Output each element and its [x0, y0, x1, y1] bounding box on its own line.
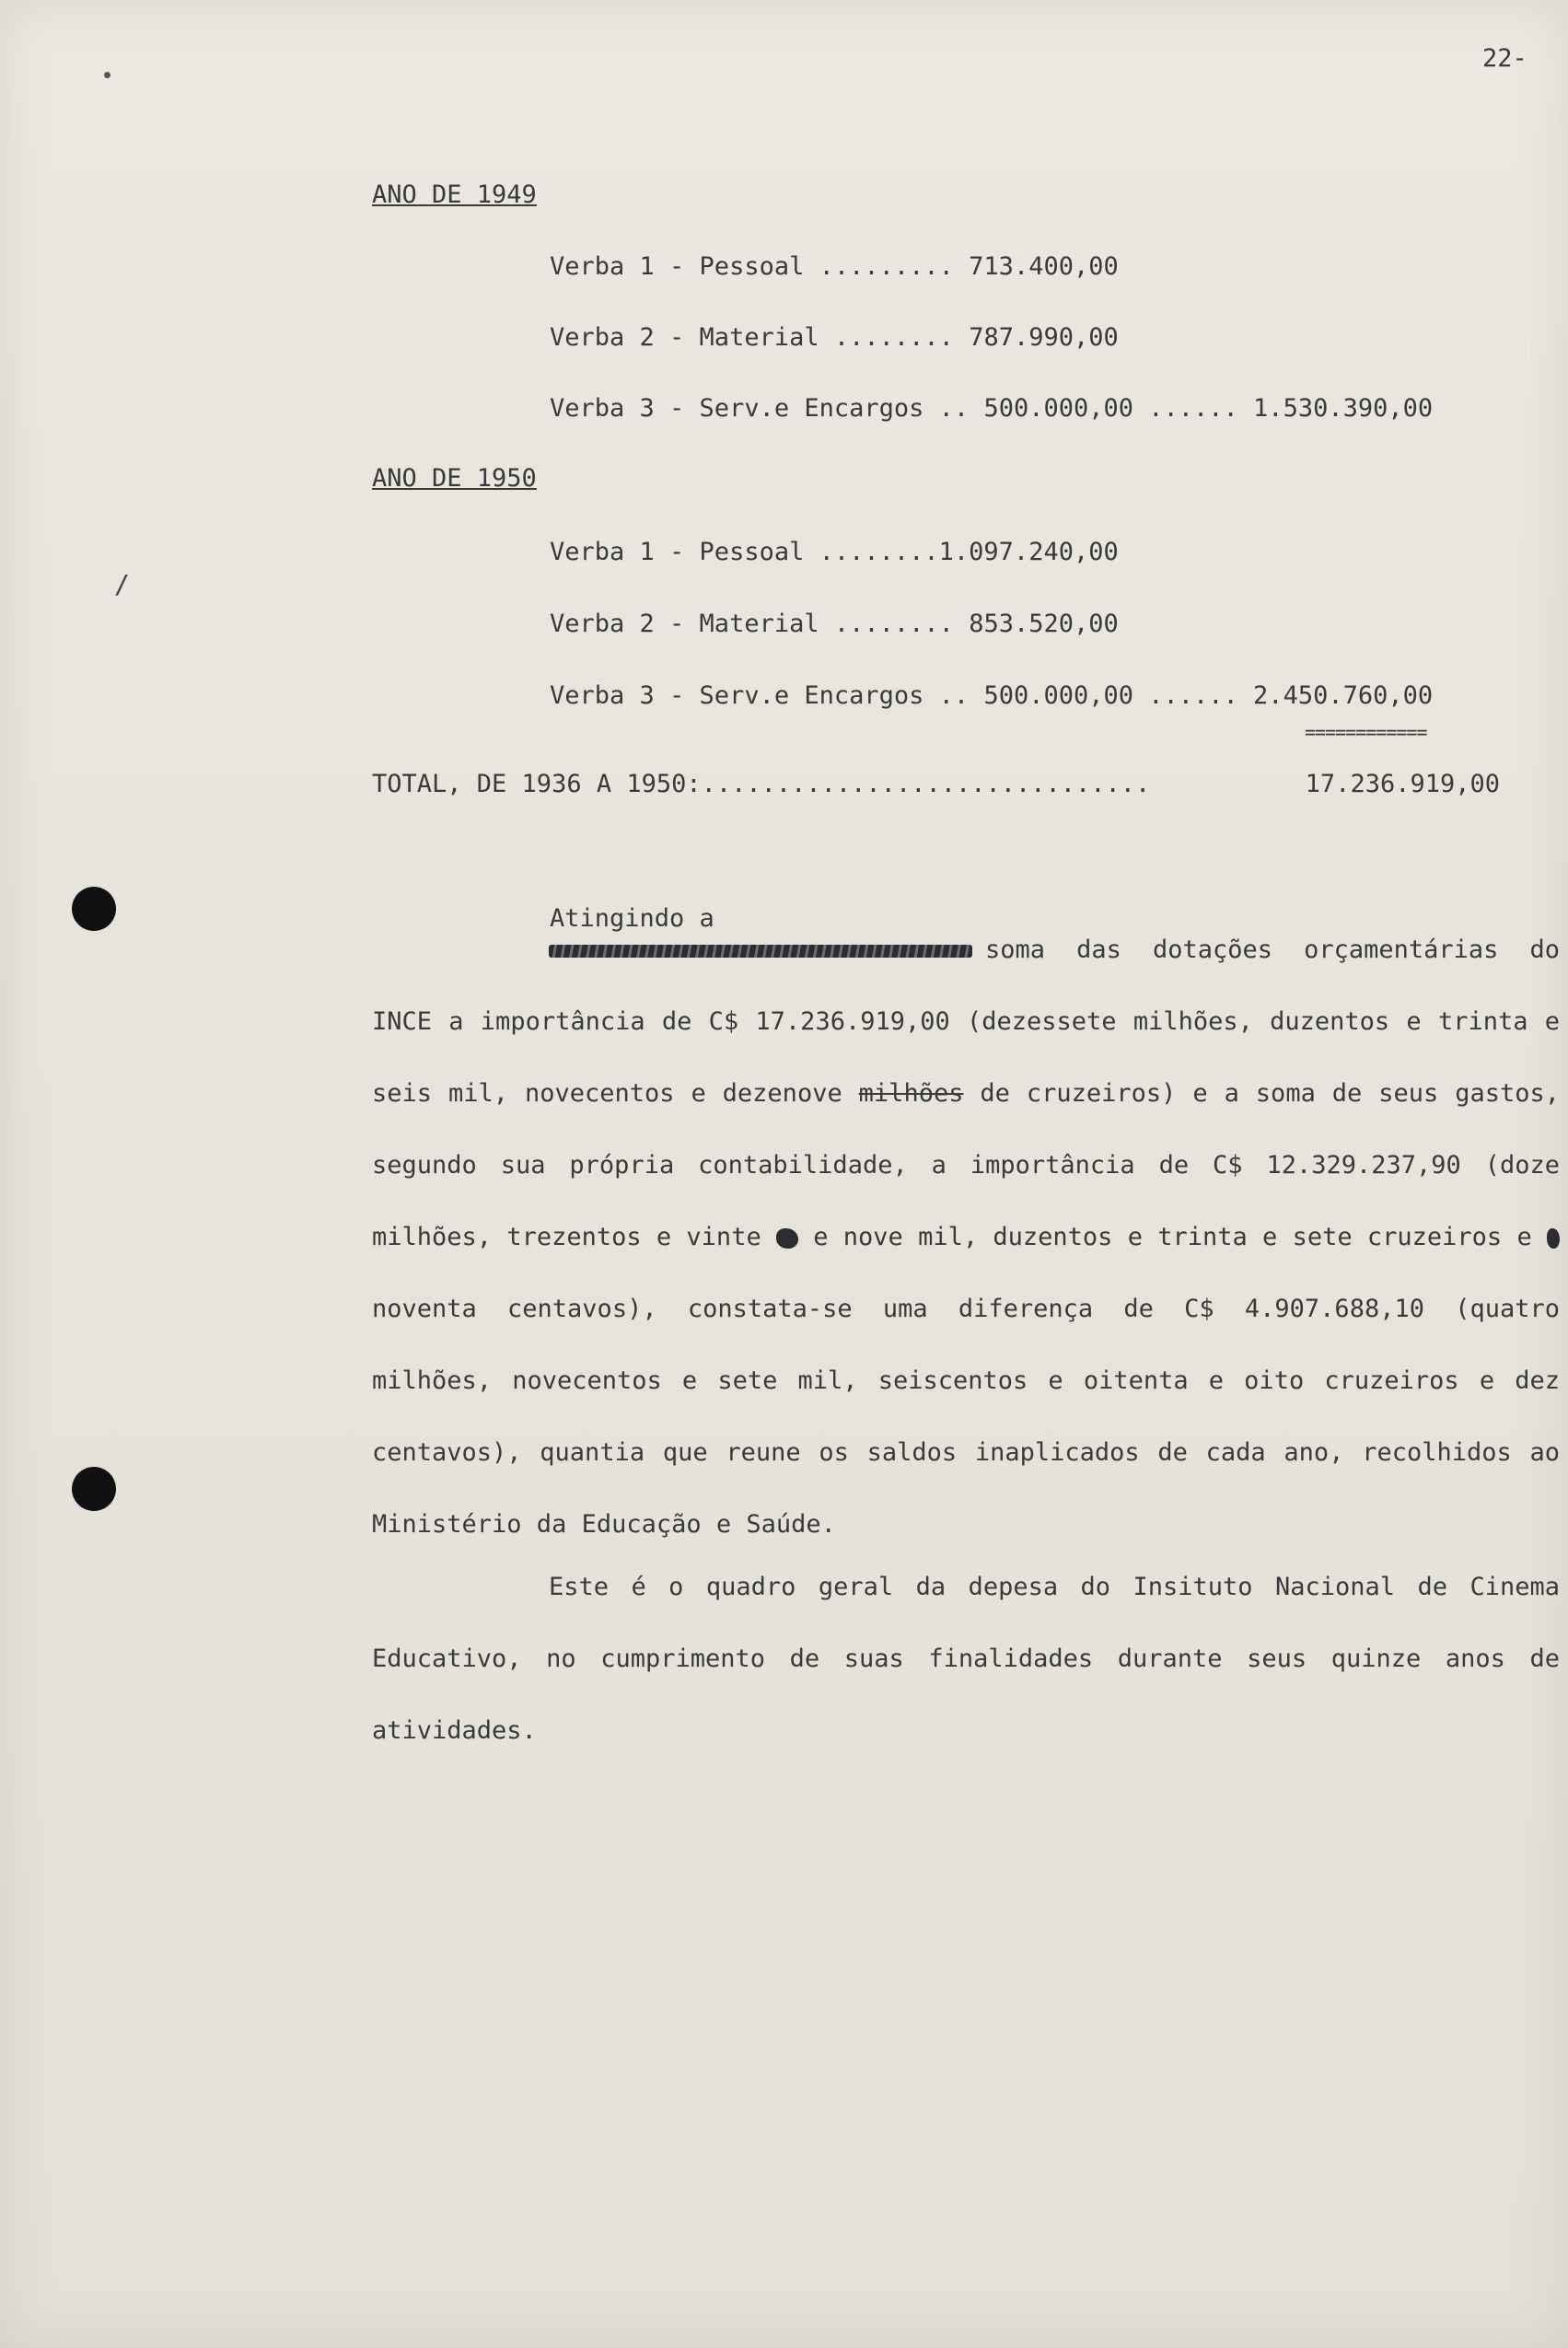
paragraph-text: noventa centavos), constata-se uma diferença de C$ 4.907.688,10 (quatro milhões, novecentos e sete mil, seiscentos e oitenta e oito cruzeiros e dez centavos), quantia que reune os saldos inaplicados de cada ano, recolhidos ao Ministério da Educação e Saúde. [372, 1295, 1560, 1539]
row-leader: ........ [804, 538, 939, 566]
paragraph-text: Este é o quadro geral da depesa do Insituto Nacional de Cinema Educativo, no cumprimento de suas finalidades durante seus quinze anos de atividades. [372, 1573, 1560, 1745]
row-amount: 787.990,00 [969, 323, 1119, 352]
pencil-mark: / [114, 569, 130, 599]
row-amount: 713.400,00 [969, 252, 1119, 281]
indent [372, 936, 549, 964]
row-label: Verba 1 - Pessoal [550, 538, 805, 566]
row-amount: 500.000,00 [983, 681, 1133, 710]
row-leader: .. [923, 681, 970, 710]
indent [372, 1573, 549, 1601]
row-amount: 1.097.240,00 [938, 538, 1119, 566]
typed-insertion: Atingindo a [550, 904, 714, 933]
page-number: 22- [1482, 44, 1527, 73]
row-leader: ........ [819, 323, 954, 352]
section-heading-1949: ANO DE 1949 [372, 180, 537, 209]
ink-blot [776, 1228, 798, 1249]
paper-speck [104, 72, 110, 78]
budget-row [550, 538, 1504, 566]
row-amount: 500.000,00 [983, 394, 1133, 423]
section-heading-1950: ANO DE 1950 [372, 464, 537, 493]
row-label: Verba 2 - Material [550, 323, 819, 352]
row-leader: ......... [804, 252, 954, 281]
punch-hole-top [72, 887, 116, 931]
body-paragraph-2 [372, 1552, 1560, 1767]
row-label: Verba 3 - Serv.e Encargos [550, 681, 924, 710]
budget-row [550, 681, 1504, 710]
row-label: Verba 3 - Serv.e Encargos [550, 394, 924, 423]
row-leader: ........ [819, 610, 954, 638]
budget-row [550, 323, 1504, 352]
paragraph-text: de cruzeiros) e a soma de seus gastos, segundo sua própria contabilidade, a importância de C$ 12.329.237,90 (doze milhões, trezentos e vinte [372, 1079, 1561, 1251]
struck-out-text [549, 945, 972, 958]
budget-row [550, 394, 1504, 423]
punch-hole-bottom [72, 1467, 116, 1511]
grand-total-amount: 17.236.919,00 [1305, 770, 1500, 798]
row-leader: .. [923, 394, 970, 423]
body-paragraph-1 [372, 914, 1560, 1561]
budget-row [550, 610, 1504, 638]
grand-total-row [372, 770, 1500, 798]
row-subtotal: ...... 2.450.760,00 [1148, 681, 1434, 710]
row-label: Verba 2 - Material [550, 610, 819, 638]
row-amount: 853.520,00 [969, 610, 1119, 638]
double-rule: ============ [1305, 721, 1427, 743]
row-subtotal: ...... 1.530.390,00 [1148, 394, 1434, 423]
struck-word: milhões [858, 1079, 964, 1108]
paragraph-text: do INCE a importância de C$ 17.236.919,00 (dezessete milhões, duzentos e trinta e seis mil, novecentos e dezenove [372, 936, 1560, 1108]
budget-row [550, 252, 1504, 281]
ink-blot [1547, 1228, 1560, 1249]
paragraph-text: e nove mil, duzentos e trinta e sete cruzeiros e [797, 1223, 1547, 1251]
paragraph-text: soma das dotações orçamentárias [985, 936, 1499, 964]
grand-total-label: TOTAL, DE 1936 A 1950:.............................. [372, 770, 1151, 798]
row-label: Verba 1 - Pessoal [550, 252, 805, 281]
